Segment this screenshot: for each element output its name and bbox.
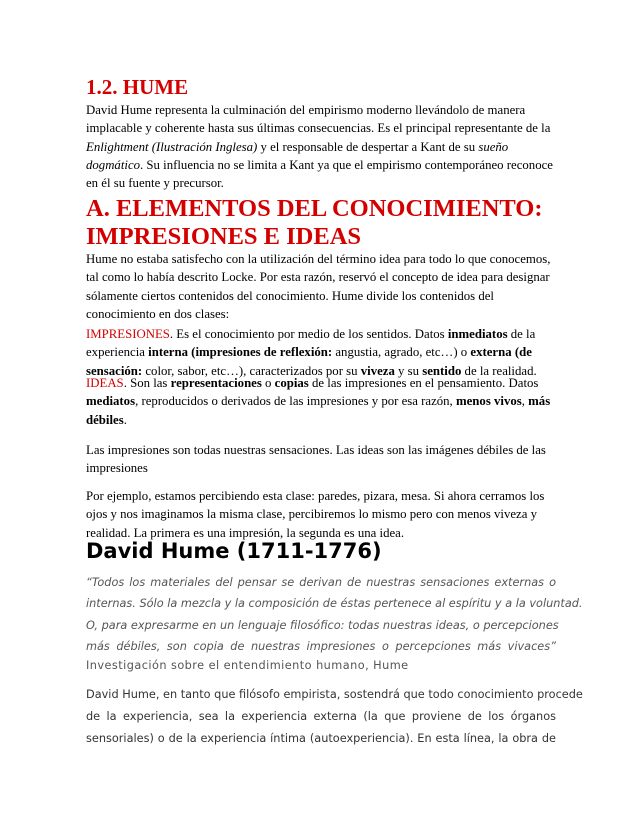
example-line-2: ojos y nos imaginamos la misma clase, percibiremos lo mismo pero con menos viveza y	[86, 507, 537, 522]
heading-elementos	[86, 195, 543, 251]
menos-vivos-term: menos vivos	[455, 394, 522, 409]
intro-line-2: implacable y coherente hasta sus últimas consecuencias. Es el principal representante de la	[86, 121, 551, 136]
impresiones-line-3-and: y su	[394, 363, 423, 378]
sueno-term: sueño	[478, 139, 509, 154]
impresiones-paragraph	[86, 325, 556, 380]
heading-david-hume: David Hume (1711-1776)	[86, 539, 382, 563]
representaciones-term: representaciones	[170, 376, 262, 390]
impresiones-line-3-text: color, sabor, etc…), caracterizados por su	[142, 363, 361, 378]
section-title: 1.2. HUME	[86, 75, 189, 99]
dogmatico-term: dogmático	[86, 157, 141, 172]
intro-line-5: en él su fuente y precursor.	[86, 176, 224, 191]
viveza-term: viveza	[360, 363, 395, 378]
intro-paragraph	[86, 101, 556, 192]
externa-term: externa (de	[470, 345, 532, 360]
final-paragraph	[86, 688, 583, 758]
example-line-1: Por ejemplo, estamos percibiendo esta clase: paredes, pizara, mesa. Si ahora cerramos los	[86, 489, 545, 503]
ideas-line-3-end: .	[123, 412, 127, 427]
quote-line-1: “Todos los materiales del pensar se derivan de nuestras sensaciones externas o	[86, 576, 556, 589]
ideas-line-3	[86, 411, 556, 429]
mas-term: más	[528, 394, 551, 409]
hume-quote	[86, 576, 583, 676]
summary-paragraph	[86, 441, 556, 478]
idea-line-4: conocimiento en dos clases:	[86, 306, 230, 321]
sentido-term: sentido	[422, 363, 462, 378]
interna-term: interna (impresiones de reflexión:	[148, 345, 333, 360]
intro-line-4-text: . Su influencia no se limita a Kant ya que el empirismo contemporáneo reconoce	[140, 157, 553, 172]
mediatos-term: mediatos	[86, 394, 136, 409]
intro-line-3-text: y el responsable de despertar a Kant de su	[257, 139, 479, 154]
impresiones-line-3-end: de la realidad.	[461, 363, 537, 378]
ideas-line-2	[86, 392, 556, 410]
impresiones-line-1	[86, 325, 556, 343]
ideas-line-2-comma: ,	[521, 394, 529, 409]
debiles-term: débiles	[86, 412, 124, 427]
quote-line-2: internas. Sólo la mezcla y la composición de éstas pertenece al espíritu y a la voluntad.	[86, 597, 583, 610]
impresiones-term: IMPRESIONES	[86, 327, 170, 341]
summary-line-1: Las impresiones son todas nuestras sensaciones. Las ideas son las imágenes débiles de las	[86, 443, 546, 457]
ideas-line-1-text: . Son las	[123, 376, 171, 390]
ideas-paragraph	[86, 374, 556, 429]
heading-elementos-line-1: A. ELEMENTOS DEL CONOCIMIENTO:	[86, 195, 543, 222]
idea-paragraph	[86, 250, 556, 323]
impresiones-line-2-text: experiencia	[86, 345, 149, 360]
final-line-3: sensoriales) o de la experiencia íntima (autoexperiencia). En esta línea, la obra de	[86, 732, 556, 745]
inmediatos-term: inmediatos	[447, 327, 508, 341]
ideas-line-1	[86, 374, 556, 392]
copias-term: copias	[274, 376, 309, 390]
example-line-3: realidad. La primera es una impresión, la segunda es una idea.	[86, 525, 405, 540]
impresiones-line-2-mid: angustia, agrado, etc…) o	[332, 345, 471, 360]
ideas-line-1-or: o	[261, 376, 275, 390]
impresiones-line-2	[86, 343, 556, 361]
quote-source: Investigación sobre el entendimiento humano, Hume	[86, 659, 409, 672]
summary-line-2: impresiones	[86, 461, 148, 476]
idea-line-1: Hume no estaba satisfecho con la utilización del término idea para todo lo que conocemos,	[86, 252, 551, 266]
quote-line-3: O, para expresarme en un lenguaje filosófico: todas nuestras ideas, o percepciones	[86, 619, 559, 632]
intro-line-1: David Hume representa la culminación del empirismo moderno llevándolo de manera	[86, 103, 526, 117]
quote-line-4: más débiles, son copia de nuestras impresiones o percepciones más vivaces”	[86, 640, 556, 653]
intro-line-3	[86, 138, 556, 156]
intro-line-4	[86, 156, 556, 174]
final-line-1: David Hume, en tanto que filósofo empirista, sostendrá que todo conocimiento procede	[86, 688, 583, 701]
heading-elementos-line-2: IMPRESIONES E IDEAS	[86, 223, 362, 250]
enlightment-term: Enlightment (Ilustración Inglesa)	[86, 139, 258, 154]
example-paragraph	[86, 487, 556, 542]
final-line-2: de la experiencia, sea la experiencia externa (la que proviene de los órganos	[86, 710, 556, 723]
impresiones-line-1-text: . Es el conocimiento por medio de los sentidos. Datos	[169, 327, 448, 341]
sensacion-term: sensación:	[86, 363, 143, 378]
ideas-line-1-end: de las impresiones en el pensamiento. Datos	[308, 376, 539, 390]
idea-line-3: sólamente ciertos contenidos del conocimiento. Hume divide los contenidos del	[86, 288, 494, 303]
impresiones-line-1-end: de la	[507, 327, 536, 341]
idea-line-2: tal como lo había descrito Locke. Por esta razón, reservó el concepto de idea para designar	[86, 270, 550, 285]
ideas-line-2-text: , reproducidos o derivados de las impresiones y por esa razón,	[135, 394, 456, 409]
ideas-term: IDEAS	[86, 376, 124, 390]
